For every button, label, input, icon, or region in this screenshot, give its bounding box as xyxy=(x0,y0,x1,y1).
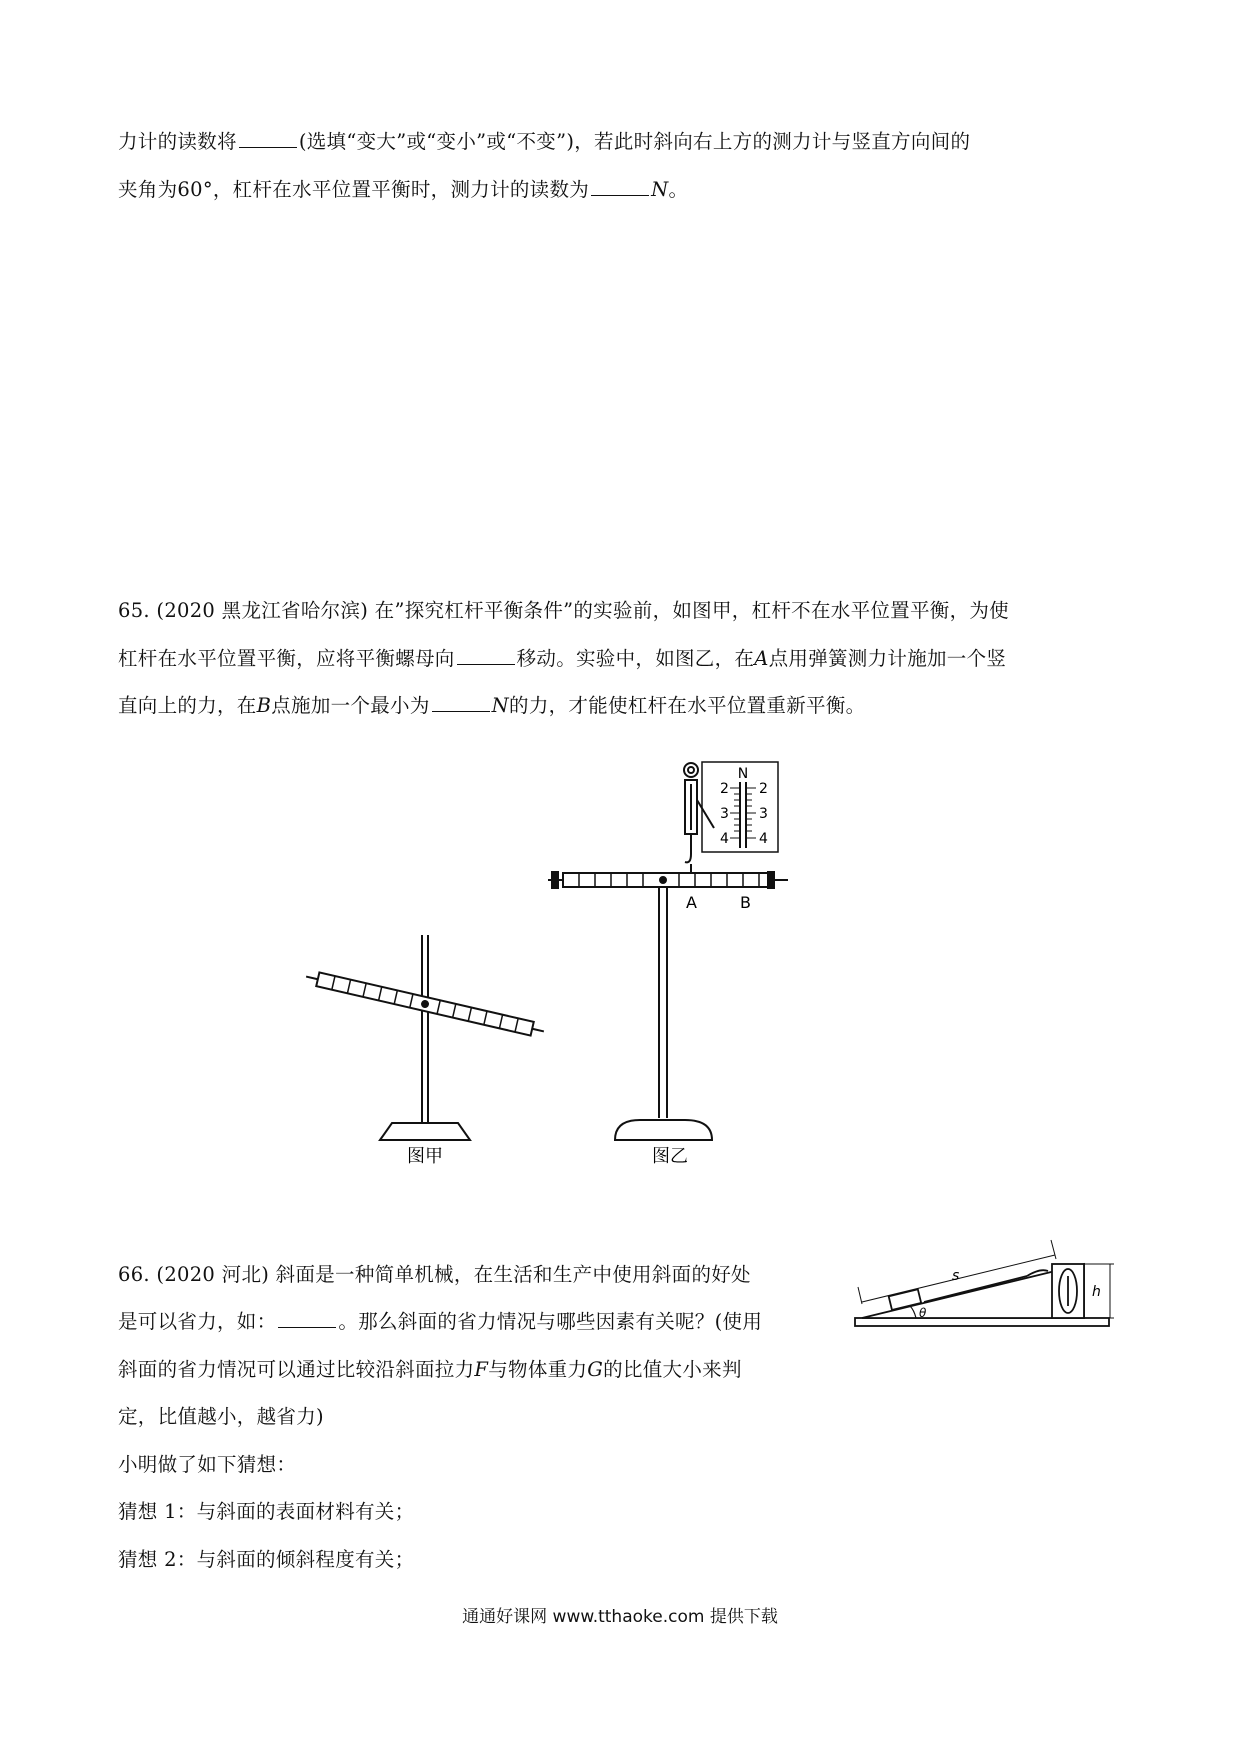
q64-line-1 xyxy=(118,129,970,155)
var-g: G xyxy=(587,1358,604,1381)
scale-tick-left-4: 4 xyxy=(720,831,729,847)
scale-tick-right-2: 2 xyxy=(759,781,768,797)
q64-text: 力计的读数将 xyxy=(118,130,237,153)
answer-blank[interactable] xyxy=(432,693,490,712)
point-b-var: B xyxy=(256,694,272,717)
lever-figure xyxy=(330,766,890,1170)
q65-line-3 xyxy=(118,693,865,719)
answer-blank[interactable] xyxy=(278,1309,336,1328)
q66-text: 小明做了如下猜想： xyxy=(118,1453,297,1476)
answer-blank[interactable] xyxy=(591,177,649,196)
q66-text: 斜面的省力情况可以通过比较沿斜面拉力 xyxy=(118,1358,475,1381)
scale-unit: N xyxy=(737,766,749,782)
caption-left: 图甲 xyxy=(407,1146,443,1167)
q66-line-1 xyxy=(118,1262,751,1288)
q65-text: 的力，才能使杠杆在水平位置重新平衡。 xyxy=(509,694,866,717)
q65-text: 点施加一个最小为 xyxy=(271,694,430,717)
q64-text: 。 xyxy=(668,178,689,201)
lever-level xyxy=(548,762,788,1140)
page-footer: 通通好课网 www.tthaoke.com 提供下载 xyxy=(462,1607,778,1627)
q64-line-2 xyxy=(118,177,688,203)
label-h: h xyxy=(1092,1284,1101,1300)
q66-text: 66. (2020 河北) 斜面是一种简单机械，在生活和生产中使用斜面的好处 xyxy=(118,1263,751,1286)
label-b: B xyxy=(740,893,751,912)
q65-text: 点用弹簧测力计施加一个竖 xyxy=(768,647,1007,670)
q65-text: 移动。实验中，如图乙，在 xyxy=(516,647,755,670)
q66-text: 。那么斜面的省力情况与哪些因素有关呢？(使用 xyxy=(338,1310,763,1333)
q65-text: 直向上的力，在 xyxy=(118,694,257,717)
q66-line-4 xyxy=(118,1404,324,1430)
lever-tilted xyxy=(305,935,546,1140)
q66-line-6 xyxy=(118,1499,414,1525)
var-f: F xyxy=(474,1358,489,1381)
scale-tick-left-3: 3 xyxy=(720,806,729,822)
q64-text: 夹角为60°，杠杆在水平位置平衡时，测力计的读数为 xyxy=(118,178,590,201)
q66-text: 是可以省力，如： xyxy=(118,1310,277,1333)
scale-tick-left-2: 2 xyxy=(720,781,729,797)
q66-text: 与物体重力 xyxy=(488,1358,588,1381)
label-a: A xyxy=(686,893,697,912)
q66-text: 猜想 1：与斜面的表面材料有关； xyxy=(118,1500,415,1523)
unit-n: N xyxy=(651,178,669,201)
q65-text: 65. (2020 黑龙江省哈尔滨) 在”探究杠杆平衡条件”的实验前，如图甲，杠杆不在水平位置平衡，为使 xyxy=(118,599,1009,622)
label-s: s xyxy=(952,1268,960,1284)
scale-tick-right-4: 4 xyxy=(759,831,768,847)
unit-n: N xyxy=(491,694,510,717)
answer-blank[interactable] xyxy=(457,646,515,665)
point-a-var: A xyxy=(754,647,769,670)
answer-blank[interactable] xyxy=(239,129,297,148)
q64-text: (选填“变大”或“变小”或“不变”)，若此时斜向右上方的测力计与竖直方向间的 xyxy=(298,130,971,153)
incline-figure xyxy=(852,1238,1122,1338)
q66-line-2 xyxy=(118,1309,762,1335)
q65-line-1 xyxy=(118,598,1009,624)
label-theta: θ xyxy=(919,1306,927,1320)
q66-text: 猜想 2：与斜面的倾斜程度有关； xyxy=(118,1548,415,1571)
caption-right: 图乙 xyxy=(652,1146,688,1167)
q65-text: 杠杆在水平位置平衡，应将平衡螺母向 xyxy=(118,647,455,670)
q66-line-3 xyxy=(118,1357,742,1383)
q65-line-2 xyxy=(118,646,1006,672)
q66-line-5 xyxy=(118,1452,296,1478)
q66-text: 定，比值越小，越省力) xyxy=(118,1405,324,1428)
q66-line-7 xyxy=(118,1547,414,1573)
q66-text: 的比值大小来判 xyxy=(603,1358,742,1381)
scale-tick-right-3: 3 xyxy=(759,806,768,822)
